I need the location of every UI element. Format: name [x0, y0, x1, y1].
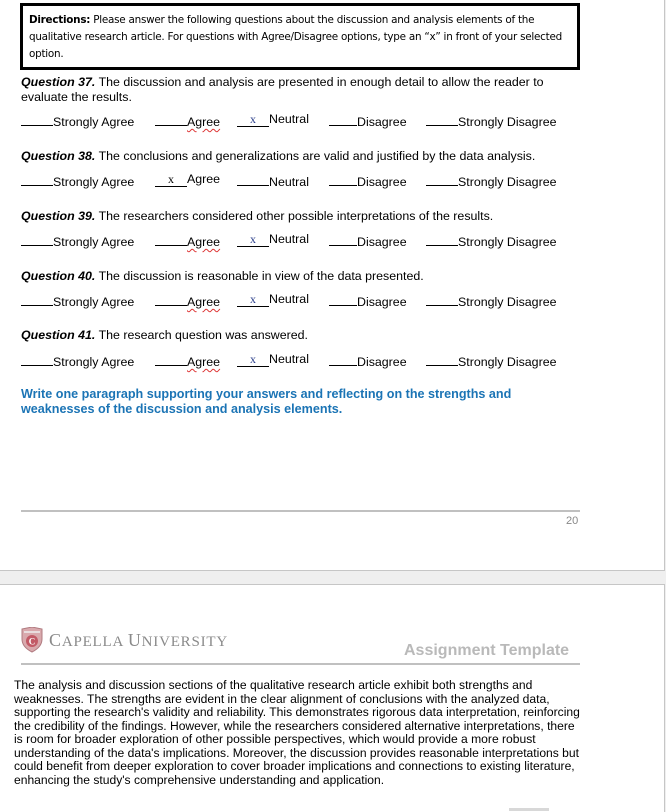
question-text: The conclusions and generalizations are valid and justified by the data analysis. — [95, 149, 536, 163]
answer-blank[interactable] — [155, 112, 187, 126]
option-label: Disagree — [357, 175, 407, 189]
option-neutral[interactable] — [237, 292, 309, 307]
answer-blank[interactable] — [329, 172, 357, 186]
answer-blank[interactable]: x — [155, 173, 187, 187]
footer-divider — [21, 510, 580, 512]
option-label: Strongly Agree — [53, 295, 135, 309]
directions-text: Please answer the following questions about the discussion and analysis elements of the qualitative research article. For questions with Agree/Disagree options, type an “x” in front of your selected option. — [29, 14, 562, 60]
option-label: Neutral — [269, 232, 309, 246]
option-neutral[interactable] — [237, 112, 309, 127]
answer-options — [21, 292, 581, 308]
option-strongly-agree[interactable] — [21, 112, 134, 129]
option-strongly-disagree[interactable] — [426, 112, 556, 129]
svg-text:C: C — [28, 636, 36, 647]
answer-options — [21, 352, 581, 368]
answer-blank[interactable]: x — [237, 233, 269, 247]
option-label: Strongly Agree — [53, 175, 135, 189]
answer-blank[interactable] — [329, 292, 357, 306]
option-neutral[interactable] — [237, 232, 309, 247]
answer-blank[interactable] — [426, 292, 458, 306]
directions-label: Directions: — [29, 14, 91, 26]
question-number: Question 41. — [21, 328, 96, 342]
question-text: The discussion and analysis are presented in enough detail to allow the reader to evaluate the results. — [21, 75, 544, 104]
option-strongly-agree[interactable] — [21, 292, 134, 309]
answer-blank[interactable] — [426, 352, 458, 366]
question-number: Question 39. — [21, 209, 96, 223]
capella-logo — [21, 627, 228, 653]
question-40 — [21, 269, 591, 284]
option-strongly-disagree[interactable] — [426, 232, 556, 249]
answer-blank[interactable]: x — [237, 353, 269, 367]
option-label: Strongly Disagree — [458, 235, 557, 249]
answer-blank[interactable] — [426, 232, 458, 246]
answer-options — [21, 112, 581, 128]
answer-blank[interactable] — [426, 112, 458, 126]
page-number: 20 — [566, 515, 579, 527]
answer-blank[interactable] — [329, 232, 357, 246]
answer-options — [21, 232, 581, 248]
answer-blank[interactable] — [426, 172, 458, 186]
option-strongly-disagree[interactable] — [426, 292, 556, 309]
question-39 — [21, 209, 591, 224]
answer-blank[interactable] — [21, 292, 53, 306]
question-text: The discussion is reasonable in view of the data presented. — [95, 269, 424, 283]
question-37 — [21, 75, 591, 105]
answer-paragraph[interactable]: The analysis and discussion sections of the qualitative research article exhibit both strengths and weaknesses. The strengths are evident in the clear alignment of conclusions with the analyzed data, supporting the research's validity and reliability. This demonstrates rigorous data interpretation, reinforcing the credibility of the findings. However, while the researchers considered alternative interpretations, there is room for broader exploration of other possible perspectives, which would provide a more robust understanding of the data's implications. Moreover, the discussion provides reasonable interpretations but could benefit from deeper exploration to cover broader implications and connections to existing literature, enhancing the study's comprehensive understanding and application. — [14, 678, 580, 787]
option-label: Agree — [187, 115, 221, 129]
option-neutral[interactable] — [237, 172, 309, 189]
option-agree[interactable] — [155, 352, 220, 369]
option-label: Agree — [187, 235, 221, 249]
option-strongly-disagree[interactable] — [426, 352, 556, 369]
option-label: Disagree — [357, 295, 407, 309]
option-label: Disagree — [357, 355, 407, 369]
question-text: The research question was answered. — [95, 328, 308, 342]
option-label: Neutral — [269, 352, 309, 366]
document-page-21 — [0, 584, 665, 812]
option-agree[interactable] — [155, 172, 220, 187]
option-disagree[interactable] — [329, 352, 407, 369]
question-38 — [21, 149, 591, 164]
option-label: Strongly Disagree — [458, 175, 557, 189]
option-neutral[interactable] — [237, 352, 309, 367]
question-number: Question 40. — [21, 269, 96, 283]
answer-blank[interactable] — [155, 292, 187, 306]
option-disagree[interactable] — [329, 112, 407, 129]
question-41 — [21, 328, 591, 343]
answer-blank[interactable] — [329, 112, 357, 126]
option-label: Neutral — [269, 175, 309, 189]
option-agree[interactable] — [155, 232, 220, 249]
option-label: Neutral — [269, 112, 309, 126]
answer-blank[interactable]: x — [237, 113, 269, 127]
option-label: Strongly Agree — [53, 235, 135, 249]
answer-blank[interactable] — [155, 232, 187, 246]
option-strongly-agree[interactable] — [21, 172, 134, 189]
option-disagree[interactable] — [329, 232, 407, 249]
option-label: Agree — [187, 172, 221, 186]
answer-blank[interactable] — [155, 352, 187, 366]
option-strongly-agree[interactable] — [21, 232, 134, 249]
option-label: Agree — [187, 295, 221, 309]
option-strongly-agree[interactable] — [21, 352, 134, 369]
answer-blank[interactable]: x — [237, 293, 269, 307]
answer-blank[interactable] — [21, 232, 53, 246]
option-label: Disagree — [357, 235, 407, 249]
option-label: Neutral — [269, 292, 309, 306]
shield-icon — [21, 627, 43, 653]
question-number: Question 37. — [21, 75, 96, 89]
answer-blank[interactable] — [237, 172, 269, 186]
answer-blank[interactable] — [329, 352, 357, 366]
directions-box — [20, 3, 580, 70]
answer-blank[interactable] — [21, 172, 53, 186]
answer-options — [21, 172, 581, 188]
header-title: Assignment Template — [404, 642, 570, 659]
option-label: Strongly Agree — [53, 115, 135, 129]
question-text: The researchers considered other possible interpretations of the results. — [95, 209, 494, 223]
option-strongly-disagree[interactable] — [426, 172, 556, 189]
option-label: Disagree — [357, 115, 407, 129]
option-label: Strongly Disagree — [458, 355, 557, 369]
paragraph-prompt: Write one paragraph supporting your answers and reflecting on the strengths and weaknesses of the discussion and analysis elements. — [21, 387, 512, 416]
option-disagree[interactable] — [329, 292, 407, 309]
option-label: Agree — [187, 355, 221, 369]
option-label: Strongly Agree — [53, 355, 135, 369]
option-disagree[interactable] — [329, 172, 407, 189]
header-divider — [21, 663, 580, 665]
answer-blank[interactable] — [21, 352, 53, 366]
option-label: Strongly Disagree — [458, 115, 557, 129]
option-agree[interactable] — [155, 292, 220, 309]
option-agree[interactable] — [155, 112, 220, 129]
answer-blank[interactable] — [21, 112, 53, 126]
option-label: Strongly Disagree — [458, 295, 557, 309]
logo-wordmark: CAPELLA UNIVERSITY — [49, 629, 229, 650]
question-number: Question 38. — [21, 149, 96, 163]
